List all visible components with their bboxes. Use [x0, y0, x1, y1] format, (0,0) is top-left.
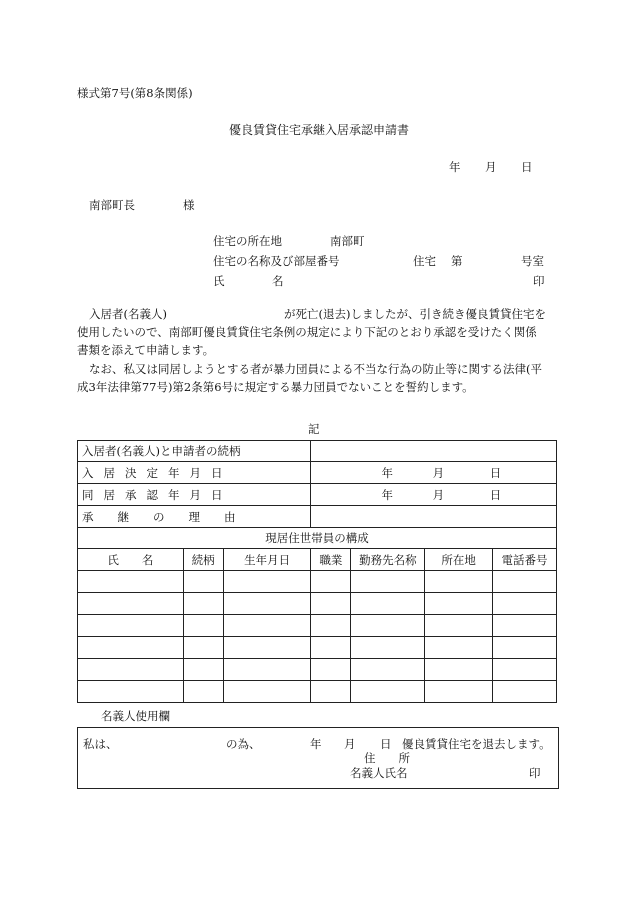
nominee-seal: 印 [529, 766, 541, 780]
date-day-label: 日 [521, 160, 533, 174]
table-row [78, 659, 557, 681]
table-row [78, 615, 557, 637]
nominee-section-label: 名義人使用欄 [101, 709, 170, 723]
reason-value[interactable] [311, 506, 557, 528]
body-p2-line2: 成3年法律第77号)第2条第6号に規定する暴力団員でないことを誓約します。 [77, 380, 474, 394]
nominee-leave-text: 優良賃貸住宅を退去します。 [402, 737, 551, 751]
decision-date-value[interactable] [311, 462, 557, 484]
nominee-year: 年 [310, 737, 322, 751]
addressee-honorific: 様 [183, 198, 195, 212]
approval-day: 日 [489, 487, 502, 502]
col-phone: 電話番号 [493, 549, 557, 571]
nominee-name-label: 名義人氏名 [350, 766, 408, 780]
nominee-tame: の為、 [226, 737, 261, 751]
relation-value[interactable] [311, 441, 557, 462]
date-year-label: 年 [449, 160, 461, 174]
body-p1-b: が死亡(退去)しましたが、引き続き優良賃貸住宅を [284, 307, 546, 321]
decision-date-label: 入居決定年月日 [78, 462, 311, 484]
nominee-watashi: 私は、 [83, 737, 118, 751]
name-label-1: 氏 [213, 274, 225, 288]
nominee-month: 月 [344, 737, 356, 751]
body-p1-line2: 使用したいので、南部町優良賃貸住宅条例の規定により下記のとおり承認を受けたく関係 [77, 325, 537, 339]
household-header: 現居住世帯員の構成 [78, 528, 557, 549]
relation-label: 入居者(名義人)と申請者の続柄 [78, 441, 311, 462]
body-p2-line1: なお、私又は同居しようとする者が暴力団員による不当な行為の防止等に関する法律(平 [89, 362, 542, 376]
reason-label: 承継の理由 [78, 506, 311, 528]
name-label-2: 名 [272, 274, 284, 288]
location-value: 南部町 [330, 234, 365, 248]
document-title: 優良賃貸住宅承継入居承認申請書 [229, 123, 410, 137]
approval-date-value[interactable] [311, 484, 557, 506]
household-column-headers [78, 549, 557, 571]
nominee-box [77, 727, 559, 789]
col-relation: 続柄 [183, 549, 223, 571]
col-birthdate: 生年月日 [223, 549, 311, 571]
applicant-seal: 印 [533, 274, 545, 288]
form-number: 様式第7号(第8条関係) [77, 86, 193, 100]
nominee-day: 日 [380, 737, 392, 751]
approval-month: 月 [432, 487, 445, 502]
room-label: 住宅の名称及び部屋番号 [213, 254, 340, 268]
application-table [77, 440, 557, 703]
col-workplace: 勤務先名称 [351, 549, 425, 571]
approval-year: 年 [381, 487, 393, 502]
room-housing: 住宅 [413, 254, 436, 268]
table-row [78, 681, 557, 703]
approval-date-label: 同居承認年月日 [78, 484, 311, 506]
table-row [78, 593, 557, 615]
body-p1-a: 入居者(名義人) [89, 307, 167, 321]
room-gou: 号室 [521, 254, 544, 268]
ki-label: 記 [308, 422, 320, 436]
location-label: 住宅の所在地 [213, 234, 282, 248]
col-location: 所在地 [425, 549, 493, 571]
table-row [78, 571, 557, 593]
body-p1-line3: 書類を添えて申請します。 [77, 343, 215, 357]
addressee-name: 南部町長 [89, 198, 135, 212]
decision-year: 年 [381, 465, 393, 480]
date-month-label: 月 [485, 160, 497, 174]
col-name: 氏 名 [78, 549, 184, 571]
decision-day: 日 [489, 465, 502, 480]
table-row [78, 637, 557, 659]
room-dai: 第 [451, 254, 463, 268]
decision-month: 月 [432, 465, 445, 480]
col-occupation: 職業 [311, 549, 351, 571]
nominee-address-label: 住 所 [364, 751, 410, 765]
